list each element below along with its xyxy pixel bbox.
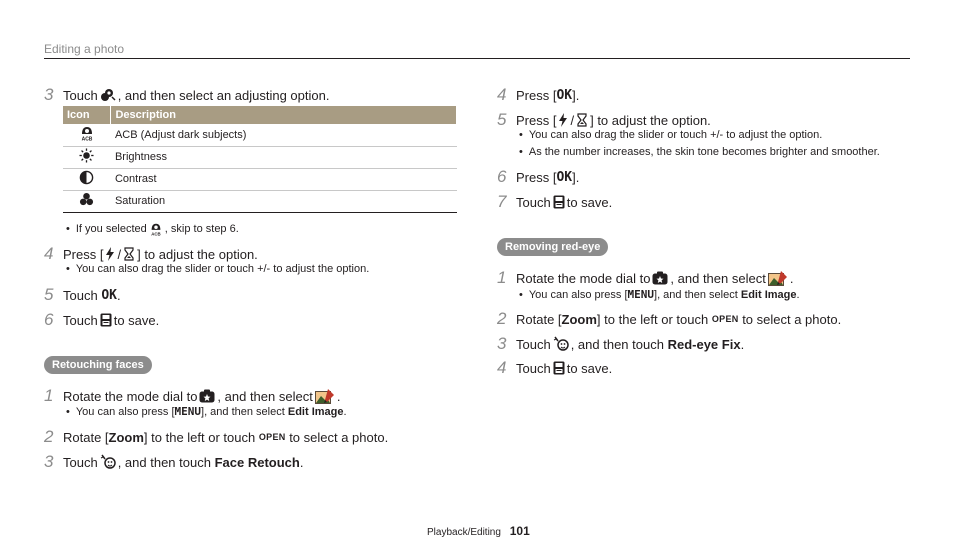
step-text: ] to adjust the option. [137, 246, 258, 262]
step-text: to save. [566, 360, 613, 376]
step-number: 2 [44, 427, 54, 446]
retouch-step-3 [44, 452, 303, 472]
timer-icon [123, 247, 135, 261]
step-text: Touch [63, 454, 98, 470]
retouch-step-1 [44, 386, 340, 406]
face-icon [100, 454, 116, 470]
table-row [63, 124, 457, 146]
right-step-6 [497, 167, 579, 187]
step-number: 1 [44, 386, 54, 405]
right-step-7 [497, 192, 612, 212]
step-bold: Red-eye Fix [667, 336, 741, 352]
note-text: . [796, 288, 800, 301]
adjust-icon [100, 88, 116, 102]
step-number: 3 [497, 334, 507, 353]
open-label: OPEN [711, 314, 739, 324]
footer-section-label: Playback/Editing [427, 527, 501, 538]
step-text: Rotate the mode dial to [63, 388, 198, 404]
edit-image-icon [315, 388, 335, 404]
step-text: Rotate [ [516, 311, 562, 327]
step-number: 6 [497, 167, 507, 186]
step-number: 1 [497, 268, 507, 287]
step-text: to save. [566, 194, 613, 210]
note-step-5a: • You can also drag the slider or touch +/- to adjust the option. [519, 129, 822, 141]
ok-button-label: OK [101, 287, 117, 303]
step-text: , and then select [217, 388, 313, 404]
step-text: Rotate [ [63, 429, 109, 445]
row-description: ACB (Adjust dark subjects) [111, 124, 457, 146]
step-bold: Face Retouch [214, 454, 300, 470]
save-icon [100, 313, 112, 327]
note-step-5b: • As the number increases, the skin tone becomes brighter and smoother. [519, 146, 880, 158]
adjust-options-table [63, 106, 457, 213]
page-footer [427, 524, 530, 538]
note-bold: Edit Image [740, 288, 797, 301]
step-text: Touch [63, 87, 98, 103]
saturation-icon [79, 192, 94, 207]
edit-image-icon [768, 270, 788, 286]
open-label: OPEN [258, 432, 286, 442]
step-text: to select a photo. [289, 429, 389, 445]
step-text: Press [ [516, 169, 557, 185]
step-text: , and then touch [570, 336, 664, 352]
section-label-retouching-faces: Retouching faces [44, 356, 152, 374]
left-step-3 [44, 85, 329, 105]
step-number: 2 [497, 309, 507, 328]
note-text: ], and then select [201, 405, 285, 418]
note-bold: Edit Image [287, 405, 344, 418]
ok-button-label: OK [556, 87, 573, 103]
left-step-5 [44, 285, 121, 305]
step-text: ]. [572, 169, 580, 185]
page-number: 101 [509, 524, 530, 538]
brightness-icon [79, 148, 94, 163]
note-step-4: • You can also drag the slider or touch +/- to adjust the option. [66, 263, 369, 275]
note-text: • If you selected [75, 223, 147, 235]
section-label-removing-red-eye: Removing red-eye [497, 238, 608, 256]
redeye-step-4 [497, 358, 612, 378]
table-row [63, 146, 457, 168]
zoom-label: Zoom [561, 311, 597, 327]
step-text: , and then touch [117, 454, 211, 470]
step-text: ] to the left or touch [143, 429, 256, 445]
header-rule [44, 58, 910, 59]
step-text: to save. [113, 312, 160, 328]
contrast-icon [79, 170, 94, 185]
note-text: • You can also press [ [528, 288, 628, 301]
step-number: 4 [497, 85, 507, 104]
note-text: ], and then select [654, 288, 738, 301]
redeye-step-1 [497, 268, 793, 288]
step-text: Press [ [516, 112, 557, 128]
step-text: . [299, 454, 304, 470]
step-text: Touch [516, 336, 551, 352]
menu-button-label: MENU [174, 405, 202, 418]
step-text: to select a photo. [742, 311, 842, 327]
acb-icon [79, 125, 95, 141]
zoom-label: Zoom [108, 429, 144, 445]
note-acb [66, 222, 239, 236]
page-header-title: Editing a photo [44, 42, 125, 56]
table-header-description: Description [111, 106, 457, 124]
note-redeye-1 [519, 288, 800, 301]
retouch-step-2 [44, 427, 388, 447]
redeye-step-2 [497, 309, 841, 329]
flash-icon [558, 113, 568, 127]
note-text: , skip to step 6. [164, 223, 239, 235]
step-number: 5 [44, 285, 54, 304]
step-number: 7 [497, 192, 507, 211]
step-text: ] to adjust the option. [590, 112, 711, 128]
row-description: Saturation [111, 190, 457, 212]
step-text: , and then select [670, 270, 766, 286]
redeye-step-3 [497, 334, 744, 354]
step-text: ] to the left or touch [596, 311, 709, 327]
step-number: 3 [44, 85, 54, 104]
step-number: 5 [497, 110, 507, 129]
save-icon [553, 195, 565, 209]
save-icon [553, 361, 565, 375]
camera-mode-icon [652, 271, 668, 285]
left-step-4: 4 Press [ / ] to adjust the option. [44, 244, 258, 263]
step-number: 3 [44, 452, 54, 471]
step-text: Touch [63, 287, 98, 303]
flash-icon [105, 247, 115, 261]
note-retouch-1 [66, 405, 347, 418]
right-step-5: 5 Press [ / ] to adjust the option. [497, 110, 711, 129]
table-row [63, 168, 457, 190]
step-number: 6 [44, 310, 54, 329]
step-text: . [336, 388, 341, 404]
menu-button-label: MENU [627, 288, 655, 301]
step-text: Press [ [63, 246, 104, 262]
step-number: 4 [44, 244, 54, 263]
left-step-6 [44, 310, 159, 330]
step-text: Press [ [516, 87, 557, 103]
step-text: Touch [516, 194, 551, 210]
step-text: ]. [572, 87, 580, 103]
step-text: , and then select an adjusting option. [117, 87, 330, 103]
row-description: Brightness [111, 146, 457, 168]
table-row [63, 190, 457, 212]
note-text: • You can also press [ [75, 405, 175, 418]
ok-button-label: OK [556, 169, 573, 185]
step-text: . [789, 270, 794, 286]
table-header-icon: Icon [63, 106, 111, 124]
step-text: . [116, 287, 121, 303]
note-text: . [343, 405, 347, 418]
step-text: Touch [516, 360, 551, 376]
timer-icon [576, 113, 588, 127]
row-description: Contrast [111, 168, 457, 190]
step-text: Rotate the mode dial to [516, 270, 651, 286]
right-step-4 [497, 85, 579, 105]
face-icon [553, 336, 569, 352]
step-text: Touch [63, 312, 98, 328]
acb-icon [149, 222, 163, 236]
step-number: 4 [497, 358, 507, 377]
step-text: . [740, 336, 745, 352]
camera-mode-icon [199, 389, 215, 403]
